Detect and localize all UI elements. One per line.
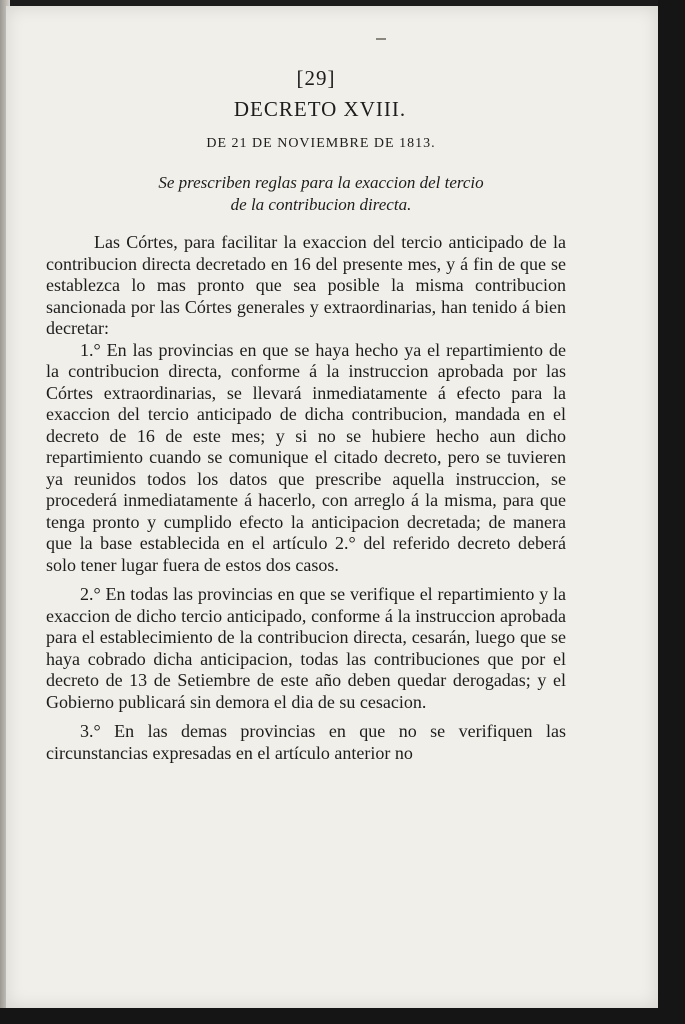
decree-body bbox=[46, 232, 566, 764]
page-content bbox=[46, 66, 566, 764]
document-page bbox=[6, 6, 659, 1008]
decree-title: DECRETO XVIII. bbox=[233, 97, 407, 121]
decree-date: DE 21 DE NOVIEMBRE DE 1813. bbox=[206, 136, 436, 151]
scan-border-bottom bbox=[0, 1008, 685, 1024]
article-2: 2.° En todas las provincias en que se verifique el repartimiento y la exaccion de dicho tercio anticipado, conforme á la instruccion aprobada para el establecimiento de la contribucion directa, cesarán, luego que se haya cobrado dicha anticipacion, todas las contribuciones que por el decreto de 13 de Setiembre de este año deben quedar derogadas; y el Gobierno publicará sin demora el dia de su cesacion. bbox=[46, 584, 566, 712]
summary-line-2: de la contribucion directa. bbox=[230, 195, 412, 214]
decree-summary bbox=[76, 172, 566, 216]
scan-border-right bbox=[658, 0, 685, 1024]
intro-paragraph: Las Córtes, para facilitar la exaccion del tercio anticipado de la contribucion directa decretado en 16 del presente mes, y á fin de que se establezca lo mas pronto que sea posible la misma contribucion sancionada por las Córtes generales y extraordinarias, han tenido á bien decretar: bbox=[46, 232, 566, 338]
page-number: [29] bbox=[296, 66, 336, 90]
summary-line-1: Se prescriben reglas para la exaccion del tercio bbox=[158, 173, 484, 192]
article-3: 3.° En las demas provincias en que no se verifiquen las circunstancias expresadas en el artículo anterior no bbox=[46, 721, 566, 763]
page-mark bbox=[376, 38, 386, 40]
article-1: 1.° En las provincias en que se haya hecho ya el repartimiento de la contribucion directa, conforme á la instruccion aprobada por las Córtes extraordinarias, se llevará inmediatamente á efecto para la exaccion del tercio anticipado de dicha contribucion, mandada en el decreto de 16 de este mes; y si no se hubiere hecho aun dicho repartimiento cuando se comunique el citado decreto, pero se tuvieren ya reunidos todos los datos que prescribe aquella instruccion, se procederá inmediatamente á hacerlo, con arreglo á la misma, para que tenga pronto y cumplido efecto la anticipacion decretada; de manera que la base establecida en el artículo 2.° del referido decreto deberá solo tener lugar fuera de estos dos casos. bbox=[46, 339, 566, 575]
